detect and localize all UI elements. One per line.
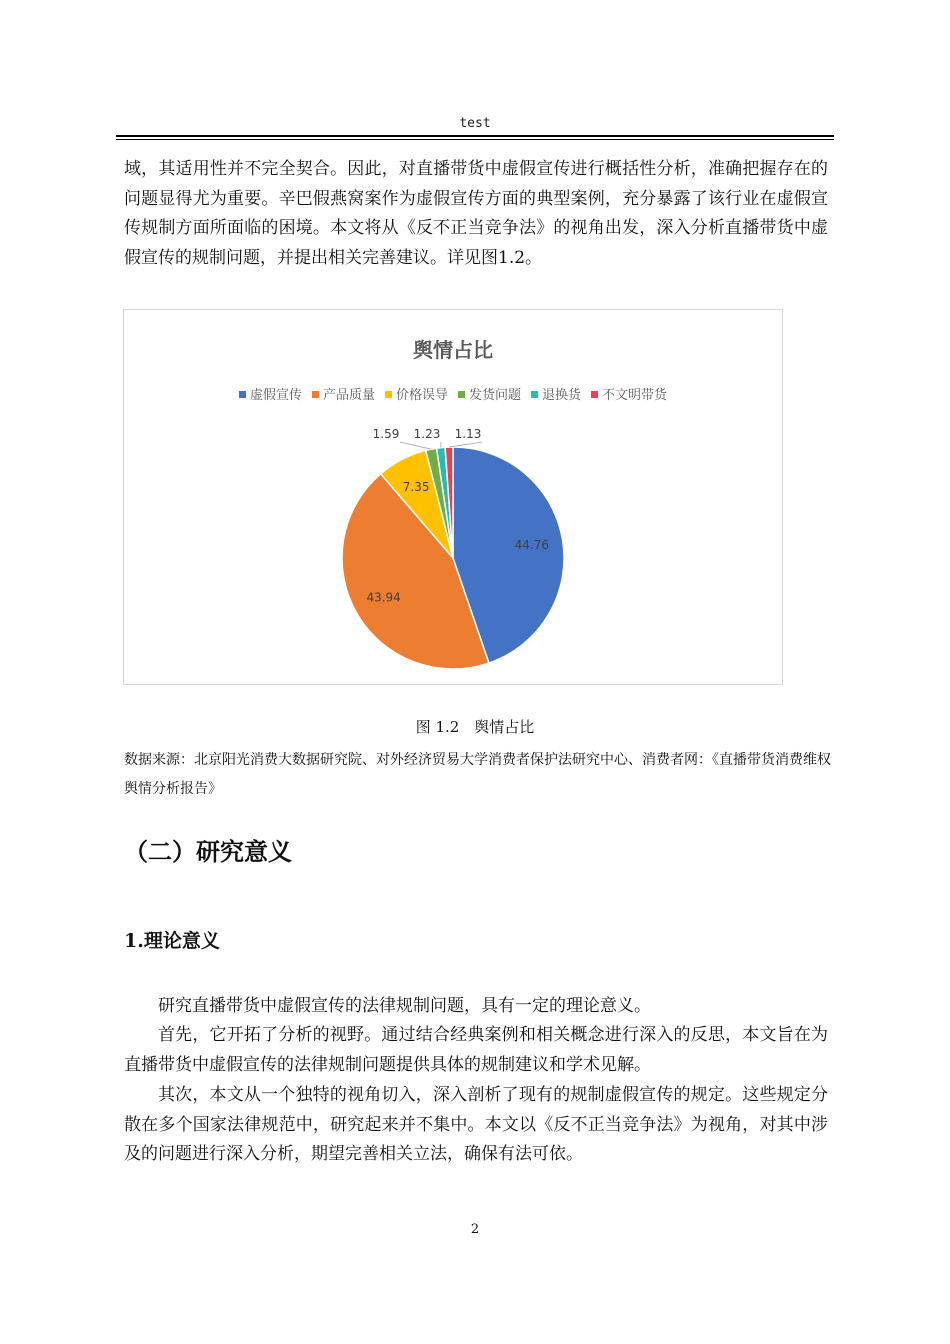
data-label-3: 1.59	[372, 427, 400, 441]
data-label-1: 43.94	[366, 590, 401, 605]
legend-label: 虚假宣传	[249, 388, 302, 403]
running-header: test	[459, 116, 491, 131]
legend-label: 退换货	[542, 388, 582, 403]
legend-label: 发货问题	[469, 388, 522, 403]
figure-caption: 图 1.2 舆情占比	[415, 718, 535, 736]
data-label-4: 1.23	[413, 427, 441, 441]
header-rule-thick	[116, 135, 834, 137]
pie-plot-area	[124, 310, 782, 684]
data-label-0: 44.76	[514, 537, 550, 552]
body-paragraph-2: 首先，它开拓了分析的视野。通过结合经典案例和相关概念进行深入的反思，本文旨在为直播带货中虚假宣传的法律规制问题提供具体的规制建议和学术见解。	[124, 1025, 828, 1075]
subsection-heading: 1.理论意义	[124, 930, 220, 952]
body-paragraph-3: 其次，本文从一个独特的视角切入，深入剖析了现有的规制虚假宣传的规定。这些规定分散在多个国家法律规范中，研究起来并不集中。本文以《反不正当竞争法》为视角，对其中涉及的问题进行深入分析，期望完善相关立法，确保有法可依。	[124, 1085, 828, 1164]
page-number: 2	[470, 1222, 480, 1237]
legend-label: 价格误导	[395, 388, 448, 403]
legend-label: 不文明带货	[602, 388, 668, 403]
intro-paragraph: 域，其适用性并不完全契合。因此，对直播带货中虚假宣传进行概括性分析，准确把握存在的问题显得尤为重要。辛巴假燕窝案作为虚假宣传方面的典型案例，充分暴露了该行业在虚假宣传规制方面所面临的困境。本文将从《反不正当竞争法》的视角出发，深入分析直播带货中虚假宣传的规制问题，并提出相关完善建议。详见图1.2。	[124, 159, 828, 268]
leader-line-3	[400, 442, 431, 449]
data-label-5: 1.13	[454, 427, 482, 441]
leader-line-5	[449, 442, 482, 447]
data-label-2: 7.35	[402, 480, 430, 495]
legend-label: 产品质量	[322, 388, 375, 403]
chart-title: 舆情占比	[413, 338, 493, 362]
header-rule-thin	[116, 139, 834, 140]
section-heading: （二）研究意义	[124, 838, 292, 866]
source-note: 数据来源：北京阳光消费大数据研究院、对外经济贸易大学消费者保护法研究中心、消费者网：《直播带货消费维权舆情分析报告》	[124, 752, 831, 797]
pie-chart	[123, 309, 783, 685]
body-paragraph-1: 研究直播带货中虚假宣传的法律规制问题，具有一定的理论意义。	[158, 996, 651, 1016]
